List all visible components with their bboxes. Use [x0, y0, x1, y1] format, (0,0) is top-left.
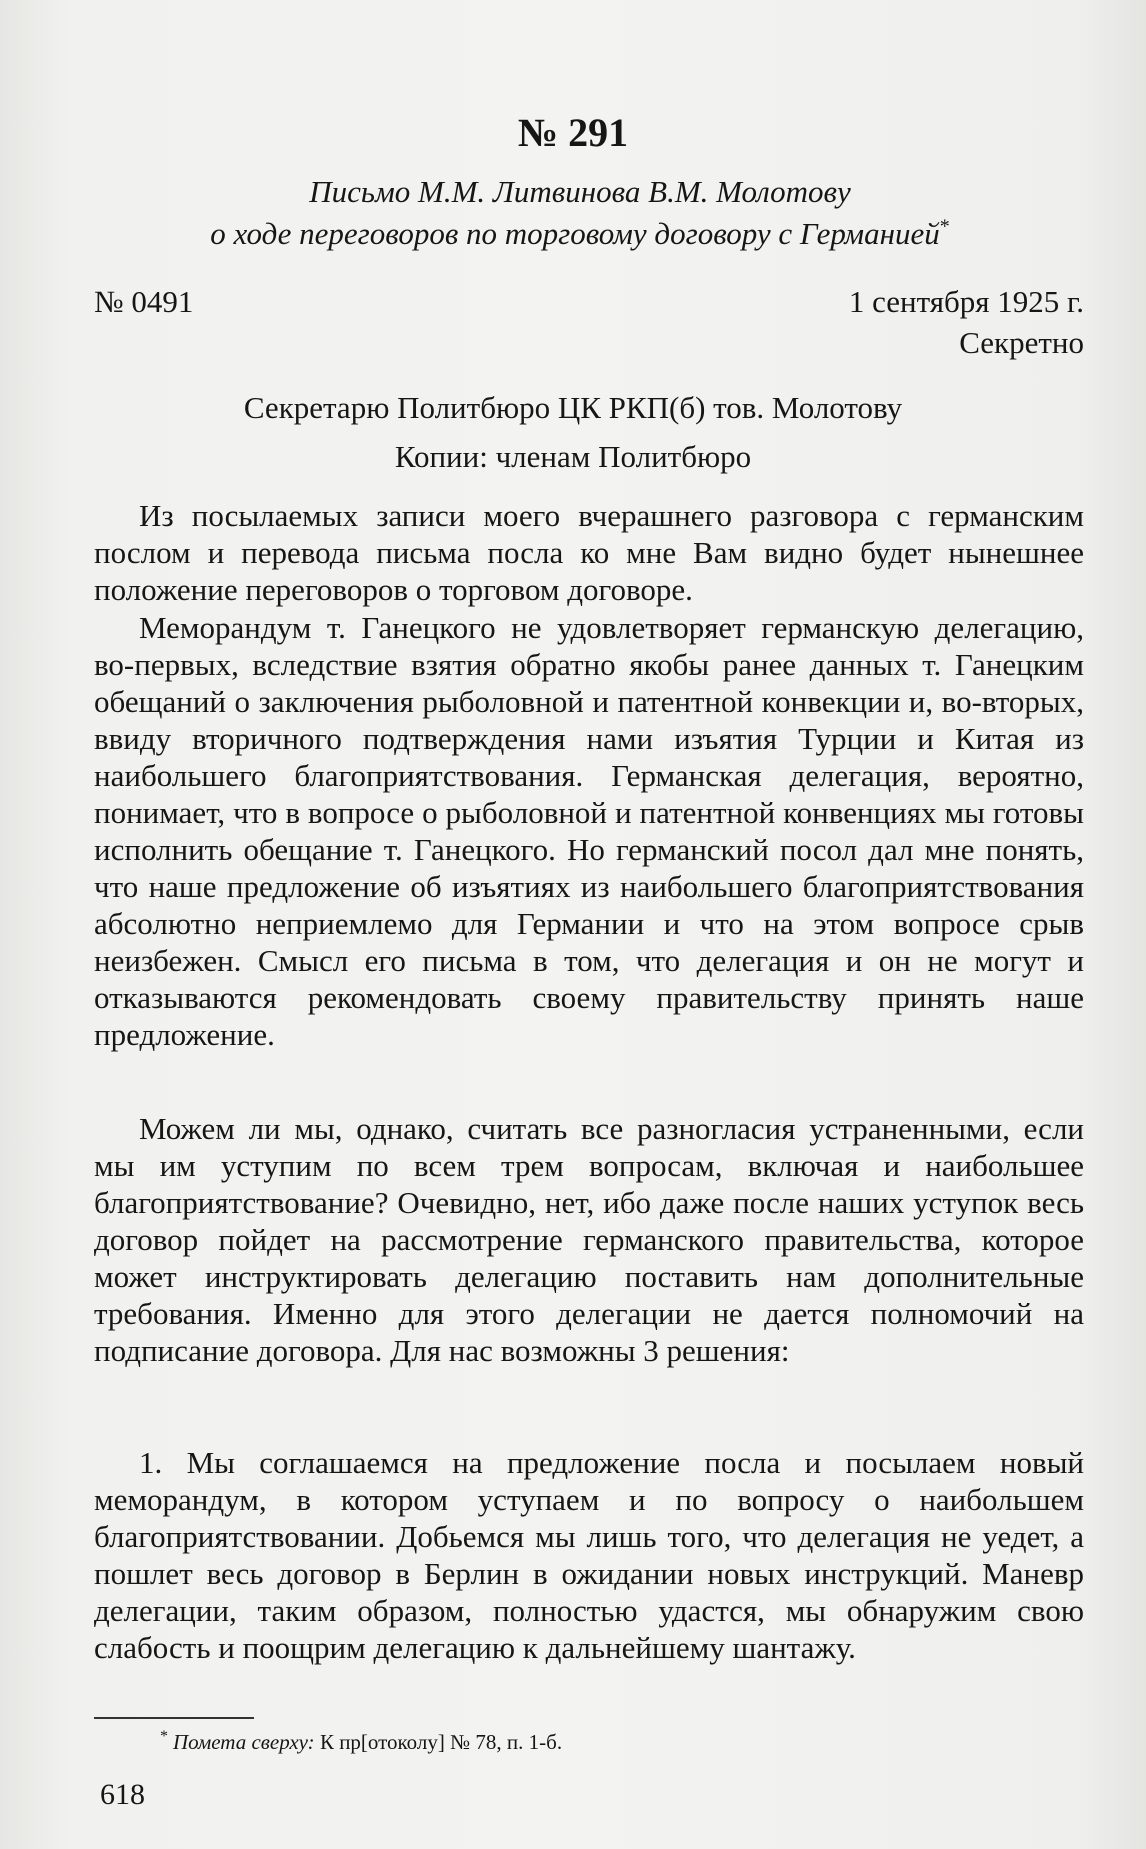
document-number: № 291 [517, 110, 629, 155]
addressee: Секретарю Политбюро ЦК РКП(б) тов. Молотову [243, 390, 903, 425]
footnote-text: К пр[отоколу] № 78, п. 1-б. [314, 1730, 563, 1754]
copies-line: Копии: членам Политбюро [394, 439, 752, 474]
classification-label: Секретно [959, 325, 1084, 360]
document-date: 1 сентября 1925 г. [848, 284, 1084, 319]
footnote-label: Помета сверху: [173, 1730, 315, 1754]
body-paragraph-2: Меморандум т. Ганецкого не удовлетворяет германскую делегацию, во-первых, вследствие взятия обратно якобы ранее данных т. Ганецким обещаний о заключения рыболовной и патентной конвекции и, во-вторых, ввиду вторичного подтверждения нами изъятия Турции и Китая из наибольшего благоприятствования. Германская делегация, вероятно, понимает, что в вопросе о рыболовной и патентной конвенциях мы готовы исполнить обещание т. Ганецкого. Но германский посол дал мне понять, что наше предложение об изъятиях из наибольшего благоприятствования абсолютно неприемлемо для Германии и что на этом вопросе срыв неизбежен. Смысл его письма в том, что делегация и он не могут и отказываются рекомендовать своему правительству принять наше предложение. [94, 610, 1084, 1052]
outgoing-number: № 0491 [94, 284, 194, 319]
document-title-line-2-text: о ходе переговоров по торговому договору с Германией [210, 216, 940, 251]
body-paragraph-1: Из посылаемых записи моего вчерашнего разговора с германским послом и перевода письма посла ко мне Вам видно будет нынешнее положение переговоров о торговом договоре. [94, 498, 1084, 607]
body-paragraph-4: 1. Мы соглашаемся на предложение посла и посылаем новый меморандум, в котором уступаем и по вопросу о наибольшем благоприятствовании. Добьемся мы лишь того, что делегация не уедет, а пошлет весь договор в Берлин в ожидании новых инструкций. Маневр делегации, таким образом, полностью удастся, мы обнаружим свою слабость и поощрим делегацию к дальнейшему шантажу. [94, 1445, 1084, 1665]
document-title-line-2 [80, 214, 1080, 254]
page-number: 618 [100, 1778, 145, 1811]
body-paragraph-3: Можем ли мы, однако, считать все разногласия устраненными, если мы им уступим по всем трем вопросам, включая и наибольшее благоприятствование? Очевидно, нет, ибо даже после наших уступок весь договор пойдет на рассмотрение германского правительства, которое может инструктировать делегацию поставить нам дополнительные требования. Именно для этого делегации не дается полномочий на подписание договора. Для нас возможны 3 решения: [94, 1111, 1084, 1368]
title-footnote-mark: * [939, 215, 950, 238]
footnote [160, 1727, 562, 1757]
footnote-divider [94, 1717, 254, 1719]
document-title-line-1: Письмо М.М. Литвинова В.М. Молотову [309, 174, 851, 209]
footnote-mark: * [160, 1728, 168, 1745]
